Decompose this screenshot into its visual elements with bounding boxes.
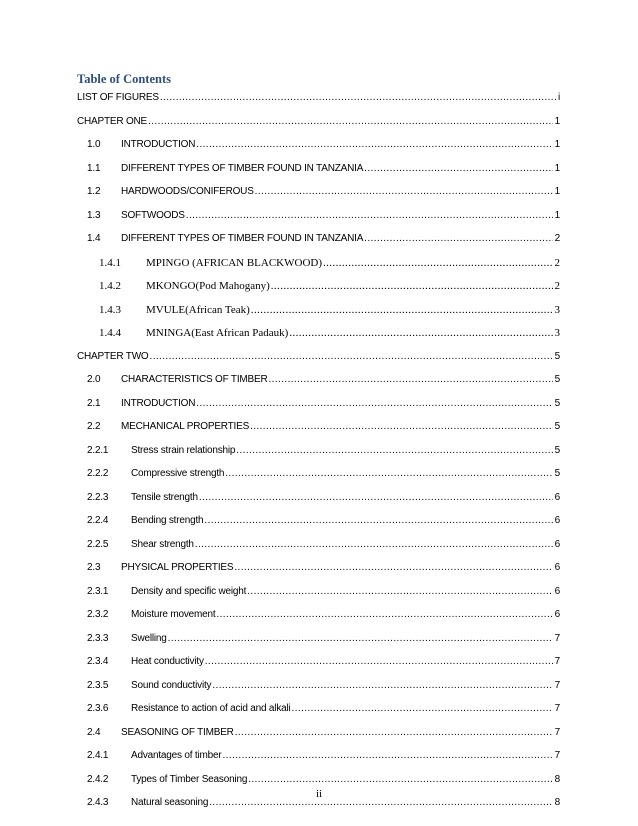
toc-entry[interactable] <box>0 584 638 600</box>
dot-leader <box>212 678 552 694</box>
toc-entry-page: 6 <box>554 538 560 550</box>
toc-entry-number: 1.1 <box>87 162 101 174</box>
toc-entry[interactable] <box>0 725 638 741</box>
toc-entry[interactable] <box>0 114 638 130</box>
toc-entry-number: 2.4.1 <box>87 750 109 761</box>
toc-entry-label: DIFFERENT TYPES OF TIMBER FOUND IN TANZANIA <box>121 162 364 174</box>
toc-entry-number: 2.4.3 <box>87 797 109 808</box>
toc-entry-label: SOFTWOODS <box>121 209 185 221</box>
toc-entry[interactable] <box>0 161 638 177</box>
dot-leader <box>292 701 553 717</box>
toc-entry-page: 5 <box>554 468 560 479</box>
toc-entry-page: 1 <box>554 209 560 221</box>
toc-entry-number: 2.4.2 <box>87 773 109 785</box>
toc-entry-number: 2.3.5 <box>87 679 109 691</box>
toc-entry-page: 2 <box>554 233 560 244</box>
toc-entry-label: Moisture movement <box>131 609 216 620</box>
toc-entry-number: 2.2.3 <box>87 491 109 503</box>
toc-entry-number: 2.3.2 <box>87 609 109 620</box>
toc-entry-page: 7 <box>554 679 560 691</box>
dot-leader <box>168 631 553 647</box>
toc-entry[interactable] <box>0 255 638 271</box>
toc-entry-label: Swelling <box>131 632 167 644</box>
toc-entry[interactable] <box>0 631 638 647</box>
toc-entry-number: 2.2.2 <box>87 468 109 479</box>
toc-entry-page: 5 <box>554 350 560 362</box>
toc-entry-label: MNINGA(East African Padauk) <box>146 327 289 339</box>
dot-leader <box>364 231 552 247</box>
toc-entry-page: 6 <box>554 562 560 573</box>
toc-entry-page: 1 <box>554 139 560 150</box>
toc-entry[interactable] <box>0 748 638 764</box>
toc-entry[interactable] <box>0 349 638 365</box>
toc-entry-label: CHAPTER ONE <box>77 115 148 127</box>
toc-entry-label: CHARACTERISTICS OF TIMBER <box>121 374 268 385</box>
dot-leader <box>223 748 553 764</box>
toc-entry[interactable] <box>0 443 638 459</box>
toc-entry-number: 1.2 <box>87 186 101 197</box>
toc-entry[interactable] <box>0 372 638 388</box>
toc-entry-page: 2 <box>554 280 560 292</box>
toc-entry-number: 2.4 <box>87 726 101 738</box>
toc-entry[interactable] <box>0 560 638 576</box>
toc-entry[interactable] <box>0 90 638 106</box>
toc-entry-label: DIFFERENT TYPES OF TIMBER FOUND IN TANZANIA <box>121 233 364 244</box>
dot-leader <box>195 537 553 553</box>
toc-entry-page: 3 <box>554 303 560 316</box>
dot-leader <box>236 443 552 459</box>
toc-entry-number: 2.3 <box>87 562 101 573</box>
dot-leader <box>216 607 552 623</box>
toc-entry-number: 2.3.1 <box>87 585 109 597</box>
toc-entry-page: 5 <box>554 421 560 432</box>
toc-entry-label: Types of Timber Seasoning <box>131 773 248 785</box>
toc-entry-label: MVULE(African Teak) <box>146 303 250 316</box>
toc-entry-label: Stress strain relationship <box>131 444 236 456</box>
toc-entry-label: Heat conductivity <box>131 656 204 667</box>
toc-entry[interactable] <box>0 466 638 482</box>
toc-entry-number: 2.2.5 <box>87 538 109 550</box>
toc-entry-label: HARDWOODS/CONIFEROUS <box>121 186 254 197</box>
toc-entry-number: 1.3 <box>87 209 101 221</box>
toc-entry[interactable] <box>0 654 638 670</box>
dot-leader <box>204 513 552 529</box>
toc-entry-number: 2.2.4 <box>87 515 109 526</box>
toc-entry-page: 6 <box>554 515 560 526</box>
toc-entry-label: Resistance to action of acid and alkali <box>131 703 291 714</box>
dot-leader <box>364 161 552 177</box>
dot-leader <box>289 325 552 341</box>
toc-entry-label: SEASONING OF TIMBER <box>121 726 234 738</box>
dot-leader <box>196 396 552 412</box>
toc-entry-page: 5 <box>554 397 560 409</box>
dot-leader <box>160 90 556 106</box>
page-number: ii <box>315 788 323 800</box>
toc-entry-number: 1.4 <box>87 233 101 244</box>
dot-leader <box>269 372 553 388</box>
toc-entry-page: 7 <box>554 703 560 714</box>
toc-entry-page: 7 <box>554 750 560 761</box>
toc-entry-page: 8 <box>554 773 560 785</box>
toc-entry[interactable] <box>0 607 638 623</box>
toc-entry[interactable] <box>0 537 638 553</box>
dot-leader <box>250 419 553 435</box>
toc-entry[interactable] <box>0 396 638 412</box>
toc-entry-label: INTRODUCTION <box>121 397 196 409</box>
toc-title: Table of Contents <box>77 72 171 86</box>
toc-entry-label: Bending strength <box>131 515 204 526</box>
dot-leader <box>323 255 553 271</box>
toc-entry[interactable] <box>0 513 638 529</box>
toc-entry-number: 2.3.3 <box>87 632 109 644</box>
toc-entry-number: 1.4.1 <box>99 256 121 269</box>
toc-entry-number: 2.2 <box>87 421 101 432</box>
toc-entry-number: 2.0 <box>87 374 101 385</box>
dot-leader <box>271 278 553 294</box>
toc-entry-label: MKONGO(Pod Mahogany) <box>146 280 270 292</box>
toc-entry[interactable] <box>0 678 638 694</box>
dot-leader <box>148 114 553 130</box>
toc-entry[interactable] <box>0 419 638 435</box>
toc-entry-page: 6 <box>554 585 560 597</box>
toc-entry-number: 2.1 <box>87 397 101 409</box>
toc-entry-label: LIST OF FIGURES <box>77 92 159 103</box>
dot-leader <box>150 349 553 365</box>
toc-entry-label: PHYSICAL PROPERTIES <box>121 562 234 573</box>
toc-entry-page: 7 <box>554 656 560 667</box>
toc-entry-number: 1.4.4 <box>99 327 121 339</box>
toc-entry[interactable] <box>0 325 638 341</box>
toc-entry-number: 2.2.1 <box>87 444 109 456</box>
dot-leader <box>247 584 552 600</box>
dot-leader <box>225 466 552 482</box>
toc-entry[interactable] <box>0 231 638 247</box>
toc-entry-page: 5 <box>554 444 560 456</box>
toc-entry-page: 1 <box>554 186 560 197</box>
toc-entry-number: 1.0 <box>87 139 101 150</box>
toc-entry-number: 1.4.2 <box>99 280 121 292</box>
toc-entry-page: 6 <box>554 609 560 620</box>
toc-entry-label: Tensile strength <box>131 491 198 503</box>
toc-entry-page: 3 <box>554 327 560 339</box>
toc-entry-label: MECHANICAL PROPERTIES <box>121 421 250 432</box>
toc-entry-label: MPINGO (AFRICAN BLACKWOOD) <box>146 256 322 269</box>
toc-entry[interactable] <box>0 701 638 717</box>
toc-entry[interactable] <box>0 302 638 318</box>
toc-entry-number: 2.3.6 <box>87 703 109 714</box>
toc-entry-page: i <box>557 92 560 103</box>
toc-entry-label: Sound conductivity <box>131 679 212 691</box>
toc-entry[interactable] <box>0 137 638 153</box>
toc-entry-page: 7 <box>554 632 560 644</box>
toc-entry-page: 5 <box>554 374 560 385</box>
toc-entry-page: 8 <box>554 797 560 808</box>
toc-entry-label: Natural seasoning <box>131 797 209 808</box>
toc-entry[interactable] <box>0 490 638 506</box>
dot-leader <box>196 137 552 153</box>
dot-leader <box>255 184 553 200</box>
toc-entry[interactable] <box>0 772 638 788</box>
toc-entry[interactable] <box>0 208 638 224</box>
toc-entry-number: 1.4.3 <box>99 303 121 316</box>
toc-entry[interactable] <box>0 184 638 200</box>
dot-leader <box>251 302 553 318</box>
dot-leader <box>248 772 552 788</box>
toc-entry-page: 2 <box>554 256 560 269</box>
toc-entry-label: INTRODUCTION <box>121 139 196 150</box>
toc-entry-page: 6 <box>554 491 560 503</box>
toc-entry[interactable] <box>0 278 638 294</box>
toc-entry-label: Density and specific weight <box>131 585 247 597</box>
dot-leader <box>199 490 553 506</box>
dot-leader <box>235 725 553 741</box>
toc-entry-page: 7 <box>554 726 560 738</box>
dot-leader <box>205 654 553 670</box>
toc-entry-label: Advantages of timber <box>131 750 222 761</box>
toc-entry-number: 2.3.4 <box>87 656 109 667</box>
dot-leader <box>186 208 553 224</box>
toc-entry-page: 1 <box>554 115 560 127</box>
toc-entry-label: CHAPTER TWO <box>77 350 149 362</box>
toc-entry-label: Shear strength <box>131 538 194 550</box>
toc-entry-label: Compressive strength <box>131 468 225 479</box>
toc-entry-page: 1 <box>554 162 560 174</box>
dot-leader <box>234 560 552 576</box>
